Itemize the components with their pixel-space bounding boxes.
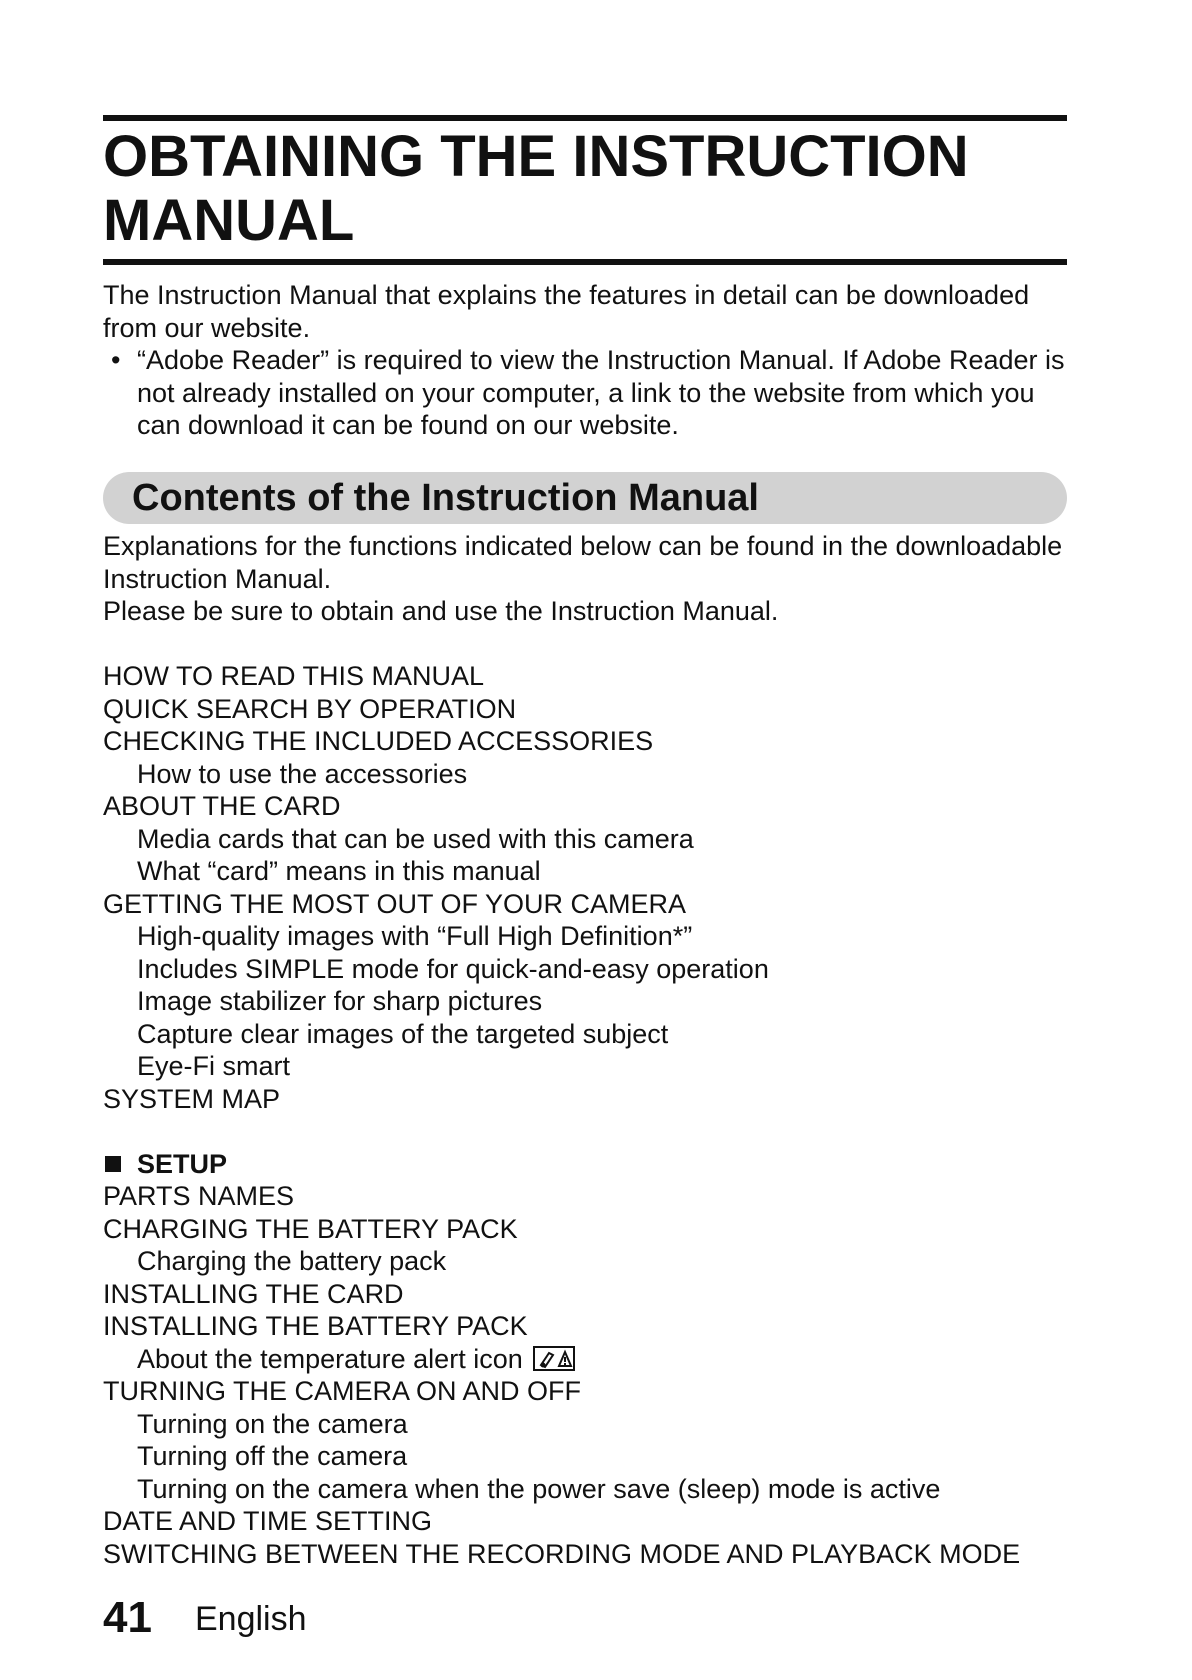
toc-subitem: What “card” means in this manual <box>137 856 541 886</box>
toc-item: INSTALLING THE BATTERY PACK <box>103 1311 528 1341</box>
toc-item: DATE AND TIME SETTING <box>103 1506 433 1536</box>
intro-bullet <box>103 344 1067 442</box>
toc-subitem: Turning off the camera <box>137 1441 408 1471</box>
title-bottom-rule <box>103 259 1067 265</box>
bullet-text: “Adobe Reader” is required to view the Instruction Manual. If Adobe Reader is not already installed on your computer, a link to the website from which you can download it can be found on our website. <box>137 345 1065 440</box>
toc-item: SYSTEM MAP <box>103 1083 281 1114</box>
intro-paragraph: The Instruction Manual that explains the features in detail can be downloaded from our website. <box>103 280 1030 343</box>
toc-item: SWITCHING BETWEEN THE RECORDING MODE AND PLAYBACK MODE <box>103 1538 1021 1569</box>
language-label: English <box>195 1600 307 1638</box>
toc-item: PARTS NAMES <box>103 1181 295 1211</box>
section-heading-bar <box>103 472 1067 524</box>
toc-subitem-label: About the temperature alert icon <box>137 1343 523 1374</box>
toc-subitem: High-quality images with “Full High Definition*” <box>137 921 693 951</box>
contents-list <box>103 660 1067 1570</box>
bullet-icon: • <box>111 345 121 375</box>
explanation-line-1: Explanations for the functions indicated below can be found in the downloadable Instruction Manual. <box>103 531 1063 594</box>
page-footer <box>103 1593 703 1643</box>
toc-spacer <box>103 1115 1067 1148</box>
section-explanation <box>103 530 1067 628</box>
toc-subitem: Image stabilizer for sharp pictures <box>137 986 543 1016</box>
setup-heading <box>103 1148 1067 1181</box>
toc-item: INSTALLING THE CARD <box>103 1278 404 1309</box>
toc-item: CHECKING THE INCLUDED ACCESSORIES <box>103 726 654 756</box>
black-square-icon <box>105 1156 121 1172</box>
title-top-rule <box>103 115 1067 121</box>
page-number: 41 <box>103 1593 152 1642</box>
explanation-line-2: Please be sure to obtain and use the Instruction Manual. <box>103 596 779 626</box>
toc-subitem: Media cards that can be used with this camera <box>137 823 694 854</box>
toc-subitem: Eye-Fi smart <box>137 1051 291 1081</box>
temperature-alert-icon <box>533 1346 575 1371</box>
toc-item: HOW TO READ THIS MANUAL <box>103 661 485 691</box>
toc-item: TURNING THE CAMERA ON AND OFF <box>103 1376 582 1406</box>
toc-item: GETTING THE MOST OUT OF YOUR CAMERA <box>103 888 687 919</box>
setup-heading-label: SETUP <box>137 1148 228 1179</box>
toc-subitem: How to use the accessories <box>137 758 468 789</box>
intro-block <box>103 279 1067 442</box>
toc-subitem: Capture clear images of the targeted subject <box>137 1018 669 1049</box>
toc-item: ABOUT THE CARD <box>103 791 341 821</box>
toc-item: CHARGING THE BATTERY PACK <box>103 1213 518 1244</box>
section-heading: Contents of the Instruction Manual <box>132 477 759 519</box>
toc-subitem-temperature <box>103 1343 1067 1376</box>
toc-subitem: Charging the battery pack <box>137 1246 447 1276</box>
toc-subitem: Includes SIMPLE mode for quick-and-easy operation <box>137 953 769 984</box>
page-title: OBTAINING THE INSTRUCTION MANUAL <box>103 124 969 253</box>
toc-subitem: Turning on the camera when the power save (sleep) mode is active <box>137 1473 941 1504</box>
toc-item: QUICK SEARCH BY OPERATION <box>103 693 517 724</box>
toc-subitem: Turning on the camera <box>137 1408 408 1439</box>
